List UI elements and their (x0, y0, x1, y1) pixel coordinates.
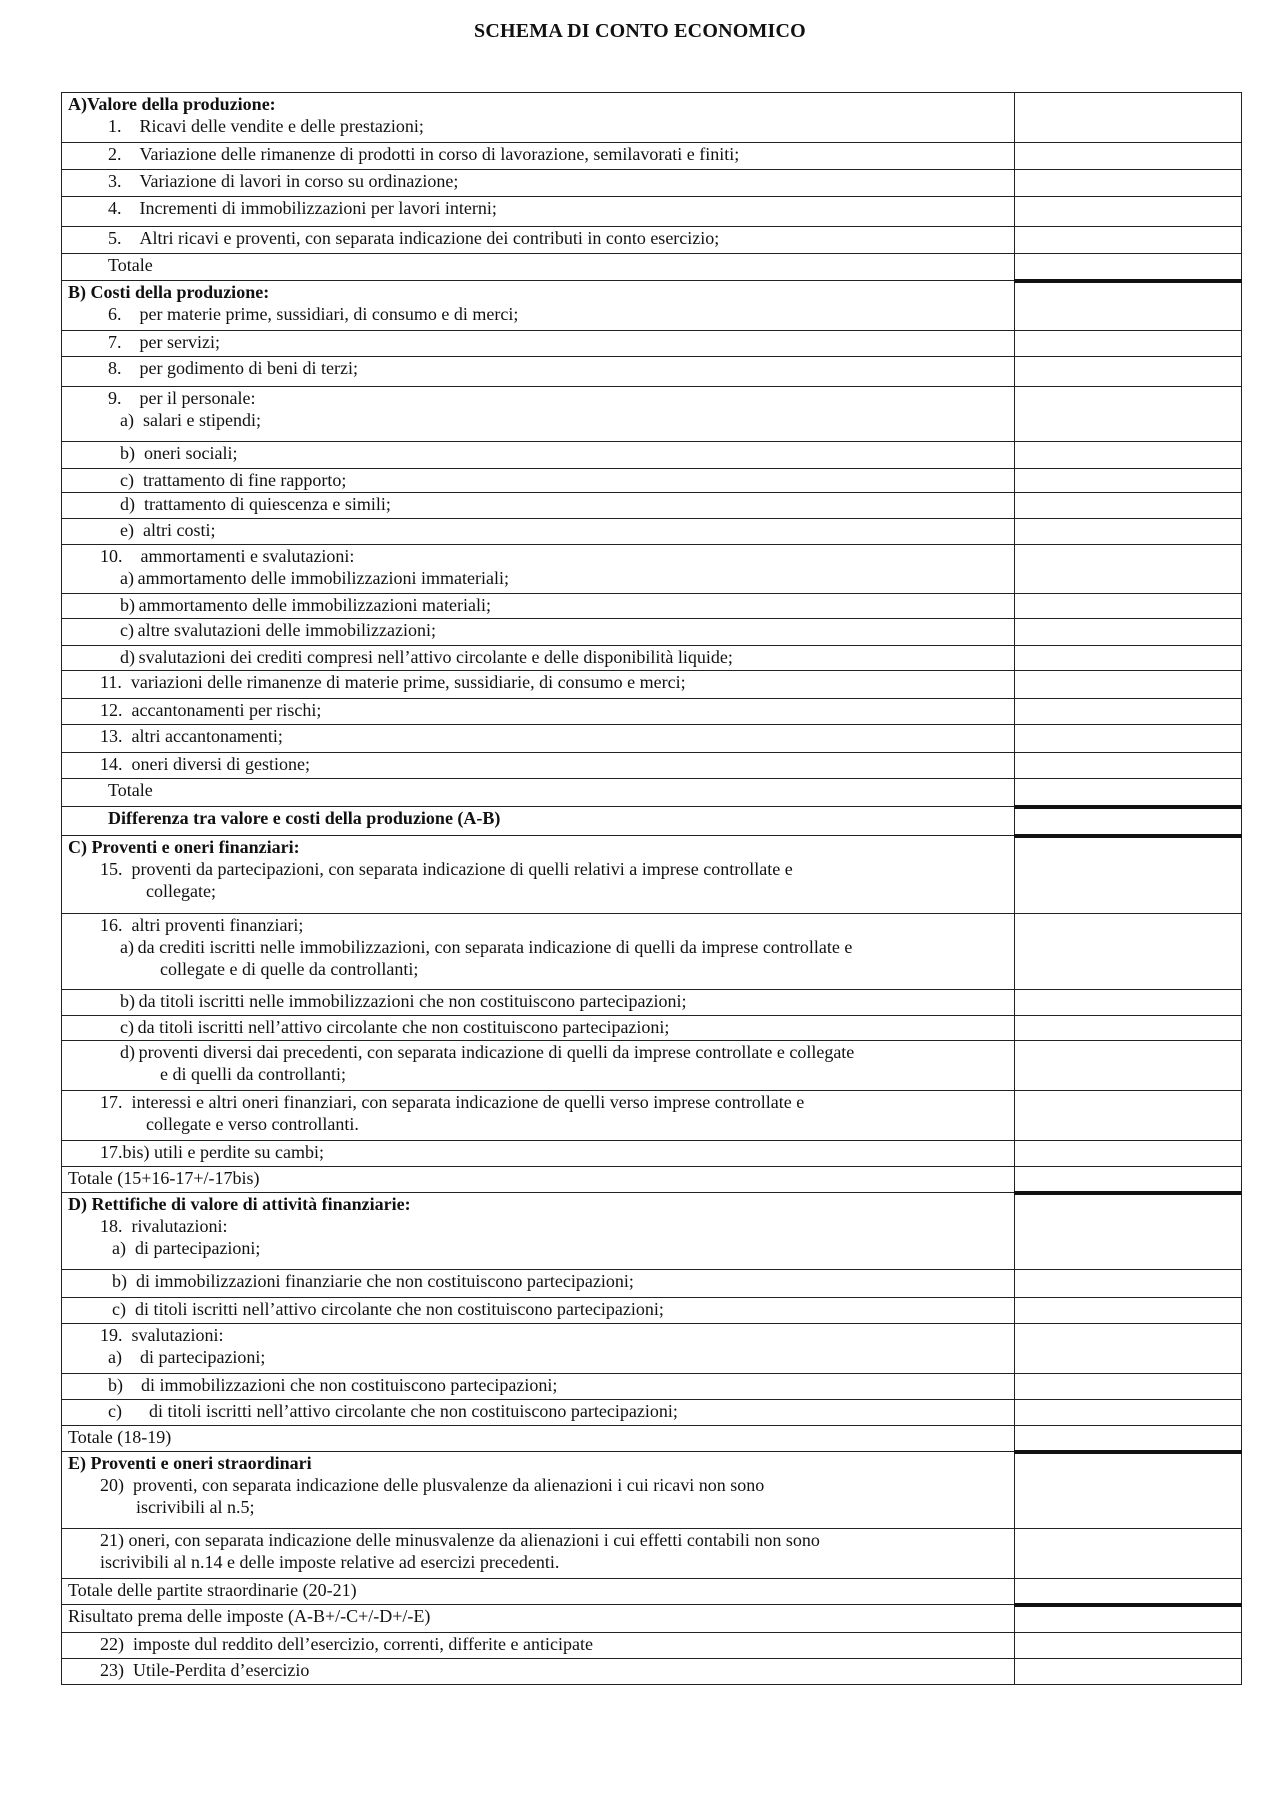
table-row (62, 914, 1242, 990)
row-label (62, 807, 1015, 836)
amount-cell[interactable] (1015, 227, 1242, 254)
row-text: 12. accantonamenti per rischi; (100, 700, 322, 720)
row-text: b) di immobilizzazioni finanziarie che non costituiscono partecipazioni; (112, 1271, 634, 1291)
row-label (62, 1091, 1015, 1141)
table-row (62, 779, 1242, 807)
row-text: c) trattamento di fine rapporto; (120, 470, 347, 490)
row-text: Totale delle partite straordinarie (20-21) (68, 1580, 357, 1600)
row-text: b) oneri sociali; (120, 443, 238, 463)
row-label (62, 1167, 1015, 1193)
row-text: b) da titoli iscritti nelle immobilizzazioni che non costituiscono partecipazioni; (120, 991, 687, 1011)
amount-cell[interactable] (1015, 671, 1242, 699)
amount-cell[interactable] (1015, 807, 1242, 836)
table-row (62, 1659, 1242, 1685)
row-label (62, 143, 1015, 170)
row-text: Totale (18-19) (68, 1427, 172, 1447)
amount-cell[interactable] (1015, 699, 1242, 725)
row-label (62, 493, 1015, 519)
table-row (62, 442, 1242, 469)
row-label (62, 197, 1015, 227)
section-heading: D) Rettifiche di valore di attività finanziarie: (68, 1194, 411, 1214)
row-label (62, 671, 1015, 699)
row-text: 18. rivalutazioni: (100, 1216, 228, 1236)
row-text: Risultato prema delle imposte (A-B+/-C+/-D+/-E) (68, 1606, 431, 1626)
table-row (62, 254, 1242, 281)
table-body (62, 93, 1242, 1685)
table-row (62, 1298, 1242, 1324)
amount-cell[interactable] (1015, 1659, 1242, 1685)
row-text: 2. Variazione delle rimanenze di prodotti in corso di lavorazione, semilavorati e finiti; (108, 144, 740, 164)
table-row (62, 1529, 1242, 1579)
row-label (62, 1193, 1015, 1270)
amount-cell[interactable] (1015, 1141, 1242, 1167)
amount-cell[interactable] (1015, 143, 1242, 170)
table-row (62, 1374, 1242, 1400)
amount-cell[interactable] (1015, 357, 1242, 387)
row-text: 5. Altri ricavi e proventi, con separata indicazione dei contributi in conto esercizio; (108, 228, 720, 248)
amount-cell[interactable] (1015, 646, 1242, 671)
row-text: Totale (15+16-17+/-17bis) (68, 1168, 260, 1188)
row-label (62, 545, 1015, 594)
table-row (62, 725, 1242, 753)
table-row (62, 619, 1242, 646)
row-text: 7. per servizi; (108, 332, 220, 352)
row-text: 11. variazioni delle rimanenze di materie prime, sussidiarie, di consumo e merci; (100, 672, 686, 692)
table-row (62, 1193, 1242, 1270)
row-label (62, 594, 1015, 619)
amount-cell[interactable] (1015, 1633, 1242, 1659)
amount-cell[interactable] (1015, 469, 1242, 493)
amount-cell[interactable] (1015, 1400, 1242, 1426)
row-text: a) da crediti iscritti nelle immobilizzazioni, con separata indicazione di quelli da imprese controllate e (120, 937, 853, 957)
row-text: a) ammortamento delle immobilizzazioni immateriali; (120, 568, 509, 588)
table-row (62, 197, 1242, 227)
row-label (62, 170, 1015, 197)
amount-cell[interactable] (1015, 1167, 1242, 1193)
amount-cell[interactable] (1015, 836, 1242, 914)
row-text: 19. svalutazioni: (100, 1325, 224, 1345)
row-text: a) di partecipazioni; (112, 1238, 261, 1258)
amount-cell[interactable] (1015, 594, 1242, 619)
row-label (62, 1579, 1015, 1605)
amount-cell[interactable] (1015, 197, 1242, 227)
table-row (62, 493, 1242, 519)
amount-cell[interactable] (1015, 1193, 1242, 1270)
section-heading: A)Valore della produzione: (68, 94, 276, 114)
page-title: SCHEMA DI CONTO ECONOMICO (474, 20, 806, 42)
amount-cell[interactable] (1015, 619, 1242, 646)
row-text: e di quelli da controllanti; (160, 1064, 346, 1084)
row-text: 17. interessi e altri oneri finanziari, con separata indicazione de quelli verso imprese controllate e (100, 1092, 805, 1112)
row-label (62, 519, 1015, 545)
row-text: 9. per il personale: (108, 388, 256, 408)
row-text: c) di titoli iscritti nell’attivo circolante che non costituiscono partecipazioni; (108, 1401, 678, 1421)
row-text: iscrivibili al n.14 e delle imposte relative ad esercizi precedenti. (100, 1552, 560, 1572)
amount-cell[interactable] (1015, 1529, 1242, 1579)
amount-cell[interactable] (1015, 387, 1242, 442)
table-row (62, 93, 1242, 143)
table-row (62, 836, 1242, 914)
amount-cell[interactable] (1015, 170, 1242, 197)
row-label (62, 1016, 1015, 1041)
table-row (62, 753, 1242, 779)
row-label (62, 753, 1015, 779)
row-label (62, 387, 1015, 442)
row-label (62, 1659, 1015, 1685)
table-row (62, 387, 1242, 442)
amount-cell[interactable] (1015, 1579, 1242, 1605)
amount-cell[interactable] (1015, 254, 1242, 281)
row-text: 10. ammortamenti e svalutazioni: (100, 546, 355, 566)
table-row (62, 170, 1242, 197)
table-row (62, 646, 1242, 671)
row-text: e) altri costi; (120, 520, 216, 540)
row-label (62, 1041, 1015, 1091)
row-text: c) altre svalutazioni delle immobilizzazioni; (120, 620, 436, 640)
amount-cell[interactable] (1015, 331, 1242, 357)
row-text: 17.bis) utili e perdite su cambi; (100, 1142, 324, 1162)
table-row (62, 545, 1242, 594)
row-label (62, 469, 1015, 493)
table-row (62, 1400, 1242, 1426)
amount-cell[interactable] (1015, 725, 1242, 753)
row-text: b) di immobilizzazioni che non costituiscono partecipazioni; (108, 1375, 558, 1395)
row-text: Totale (108, 780, 153, 800)
row-text: 16. altri proventi finanziari; (100, 915, 304, 935)
row-text: c) da titoli iscritti nell’attivo circolante che non costituiscono partecipazioni; (120, 1017, 670, 1037)
row-label (62, 1605, 1015, 1633)
table-row (62, 1579, 1242, 1605)
row-label (62, 442, 1015, 469)
table-row (62, 1270, 1242, 1298)
row-label (62, 779, 1015, 807)
amount-cell[interactable] (1015, 1374, 1242, 1400)
row-text: 23) Utile-Perdita d’esercizio (100, 1660, 310, 1680)
row-label (62, 1400, 1015, 1426)
amount-cell[interactable] (1015, 779, 1242, 807)
amount-cell[interactable] (1015, 493, 1242, 519)
row-text: a) salari e stipendi; (120, 410, 261, 430)
row-label (62, 1141, 1015, 1167)
row-label (62, 619, 1015, 646)
row-text: 1. Ricavi delle vendite e delle prestazioni; (108, 116, 424, 136)
amount-cell[interactable] (1015, 545, 1242, 594)
table-row (62, 1167, 1242, 1193)
amount-cell[interactable] (1015, 1426, 1242, 1452)
row-text: 22) imposte dul reddito dell’esercizio, correnti, differite e anticipate (100, 1634, 593, 1654)
amount-cell[interactable] (1015, 1041, 1242, 1091)
row-label (62, 990, 1015, 1016)
row-label (62, 699, 1015, 725)
table-row (62, 331, 1242, 357)
row-label (62, 1374, 1015, 1400)
row-text: d) proventi diversi dai precedenti, con separata indicazione di quelli da imprese controllate e collegate (120, 1042, 855, 1062)
row-text: 8. per godimento di beni di terzi; (108, 358, 358, 378)
row-text: collegate e verso controllanti. (146, 1114, 359, 1134)
row-text: 21) oneri, con separata indicazione delle minusvalenze da alienazioni i cui effetti contabili non sono (100, 1530, 820, 1550)
amount-cell[interactable] (1015, 753, 1242, 779)
row-label (62, 914, 1015, 990)
table-row (62, 519, 1242, 545)
table-row (62, 807, 1242, 836)
amount-cell[interactable] (1015, 1270, 1242, 1298)
amount-cell[interactable] (1015, 1298, 1242, 1324)
row-label (62, 646, 1015, 671)
table-row (62, 1041, 1242, 1091)
amount-cell[interactable] (1015, 914, 1242, 990)
row-label (62, 1298, 1015, 1324)
table-row (62, 594, 1242, 619)
table-row (62, 227, 1242, 254)
row-label (62, 1529, 1015, 1579)
row-label (62, 227, 1015, 254)
table-row (62, 1016, 1242, 1041)
amount-cell[interactable] (1015, 1324, 1242, 1374)
row-text: 13. altri accantonamenti; (100, 726, 283, 746)
row-text: 3. Variazione di lavori in corso su ordinazione; (108, 171, 459, 191)
row-text: b) ammortamento delle immobilizzazioni materiali; (120, 595, 491, 615)
section-heading: B) Costi della produzione: (68, 282, 270, 302)
row-text: c) di titoli iscritti nell’attivo circolante che non costituiscono partecipazioni; (112, 1299, 664, 1319)
table-row (62, 357, 1242, 387)
row-text: 14. oneri diversi di gestione; (100, 754, 310, 774)
row-label (62, 93, 1015, 143)
table-row (62, 1633, 1242, 1659)
table-row (62, 1141, 1242, 1167)
table-row (62, 1426, 1242, 1452)
row-label (62, 725, 1015, 753)
row-label (62, 1324, 1015, 1374)
amount-cell[interactable] (1015, 1016, 1242, 1041)
row-text: iscrivibili al n.5; (136, 1497, 255, 1517)
row-label (62, 281, 1015, 331)
amount-cell[interactable] (1015, 1452, 1242, 1529)
amount-cell[interactable] (1015, 93, 1242, 143)
row-text: 4. Incrementi di immobilizzazioni per lavori interni; (108, 198, 497, 218)
amount-cell[interactable] (1015, 519, 1242, 545)
table-row (62, 1452, 1242, 1529)
table-row (62, 699, 1242, 725)
row-label (62, 254, 1015, 281)
income-statement-table (61, 92, 1242, 1685)
row-label (62, 1270, 1015, 1298)
row-text: 6. per materie prime, sussidiari, di consumo e di merci; (108, 304, 519, 324)
row-text: d) trattamento di quiescenza e simili; (120, 494, 391, 514)
table-row (62, 1605, 1242, 1633)
amount-cell[interactable] (1015, 1091, 1242, 1141)
row-text: a) di partecipazioni; (108, 1347, 266, 1367)
row-label (62, 1452, 1015, 1529)
amount-cell[interactable] (1015, 990, 1242, 1016)
table-row (62, 143, 1242, 170)
section-heading: Differenza tra valore e costi della produzione (A-B) (108, 808, 501, 828)
amount-cell[interactable] (1015, 281, 1242, 331)
table-row (62, 990, 1242, 1016)
section-heading: E) Proventi e oneri straordinari (68, 1453, 312, 1473)
row-label (62, 331, 1015, 357)
row-label (62, 836, 1015, 914)
table-row (62, 671, 1242, 699)
table-row (62, 281, 1242, 331)
row-text: collegate; (146, 881, 216, 901)
table-row (62, 1324, 1242, 1374)
row-label (62, 1426, 1015, 1452)
amount-cell[interactable] (1015, 442, 1242, 469)
row-text: Totale (108, 255, 153, 275)
row-text: 20) proventi, con separata indicazione delle plusvalenze da alienazioni i cui ricavi non sono (100, 1475, 765, 1495)
row-text: collegate e di quelle da controllanti; (160, 959, 419, 979)
row-text: 15. proventi da partecipazioni, con separata indicazione di quelli relativi a imprese controllate e (100, 859, 793, 879)
section-heading: C) Proventi e oneri finanziari: (68, 837, 300, 857)
row-label (62, 1633, 1015, 1659)
row-text: d) svalutazioni dei crediti compresi nell’attivo circolante e delle disponibilità liquide; (120, 647, 733, 667)
table-row (62, 1091, 1242, 1141)
row-label (62, 357, 1015, 387)
table-row (62, 469, 1242, 493)
amount-cell[interactable] (1015, 1605, 1242, 1633)
